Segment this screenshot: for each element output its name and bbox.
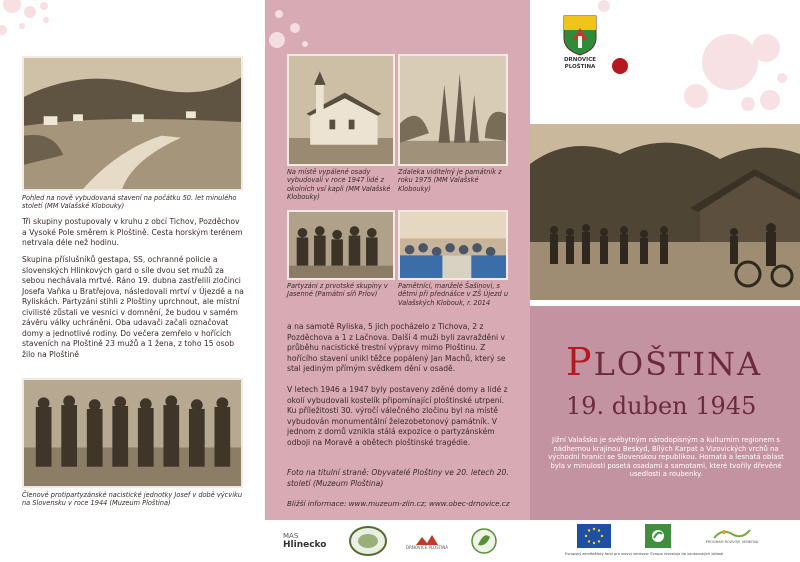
lecture-photo: [398, 210, 508, 280]
leader-logo: [645, 524, 671, 548]
program-logo: [705, 524, 759, 548]
chapel-photo: [287, 54, 395, 166]
decorative-dots: [265, 0, 530, 50]
mas-label-small: MAS: [283, 532, 299, 540]
photo-caption: Na místě vypálené osady vybudovali v roce 1947 lidé z okolních vsí kapli (MM Valašské Klobouky): [287, 168, 391, 202]
leader-icon: [650, 528, 666, 544]
photo-caption: Partyzáni z prvotské skupiny v Jasenné (Památní síň Prlov): [287, 282, 388, 299]
landscape-photo: [22, 56, 243, 191]
coat-of-arms-icon: [562, 14, 598, 56]
photo-note: Foto na titulní straně: Obyvatelé Ploštiny ve 20. letech 20. století (Muzeum Ploština): [287, 468, 509, 488]
mas-label: Hlinecko: [283, 540, 327, 550]
coat-of-arms: [558, 14, 602, 78]
coat-of-arms-label: DRNOVICE PLOŠTINA: [563, 57, 597, 70]
mas-hlinecko-logo: [283, 526, 327, 556]
partisans-photo: [287, 210, 395, 280]
photo-caption: Zdaleka viditelný je památník z roku 1975 (MM Valašské Klobouky): [398, 168, 502, 193]
program-icon: [712, 528, 752, 540]
eu-stars-icon: [582, 527, 606, 545]
leaf-icon: [470, 527, 498, 555]
drnovice-icon: [416, 535, 438, 545]
eu-flag-logo: [577, 524, 611, 548]
panel-left: [0, 0, 265, 562]
photo-caption: Pamětníci, manželé Šašinovi, s dětmi při přednášce v ZŠ Újezd u Valašských Klobouk, r. 2014: [398, 282, 509, 307]
seal-icon: [348, 525, 388, 557]
museum-seal-logo: [347, 524, 389, 558]
body-paragraph: Tři skupiny postupovaly v kruhu z obcí Tichov, Pozděchov a Vysoké Pole směrem k Ploštině. Cesta horským terénem netrvala déle než hodinu.: [22, 217, 243, 247]
drnovice-logo: [403, 530, 451, 554]
body-paragraph: V letech 1946 a 1947 byly postaveny zděné domy a lidé z okolí vybudovali kostelík připomínající ploštinské utrpení. Ku příležitosti 30. výročí válečného zločinu byl na místě vybudován monumentální železobetonový památník. V jednom z domů vznikla stálá expozice o partyzánském odboji na Moravě a obětech ploštinské tragédie.: [287, 385, 508, 447]
mas-circle-logo: [469, 526, 499, 556]
soldiers-photo: [22, 378, 243, 488]
decorative-dots: [0, 0, 265, 60]
photo-caption: Členové protipartyzánské nacistické jednotky Josef v době výcviku na Slovensku v roce 1944 (Muzeum Ploština): [22, 491, 243, 508]
drnovice-label: DRNOVICE PLOŠTINA: [406, 544, 448, 550]
panel-middle: [265, 0, 530, 562]
intro-text: Jižní Valašsko je svébytným národopisným a kulturním regionem s nádhernou krajinou Beskyd, Bílých Karpat a Vizovických vrchů na východní hranici se Slovenskou republikou. Hornatá a lesnatá oblast byla v minulosti posetá osadami a samotami, které tvořily dřevěné usedlosti a roubenky.: [548, 436, 784, 479]
body-paragraph: Skupina příslušníků gestapa, SS, ochranné policie a slovenských Hlinkových gard o síle dvou set mužů za sebou nechávala mrtvé. Ráno 19. dubna zastřelili zločinci Josefa Vaňka u Bratřejova, následovali mrtví v Újezdě a na Ryliskách. Partyzáni stihli z Ploštiny uprchnout, ale místní civilisté zůstali ve vesnici v domnění, že budou v samém závěru války uchráněni. Oba udavači začali označovat domy a jednotlivé rodiny. Do večera zemřelo v hořících staveních na Ploštině 23 mužů a 1 žena, z toho 15 osob žilo na Ploštině: [22, 255, 244, 359]
village-photo: [530, 124, 800, 300]
photo-caption: Pohled na nově vybudovaná stavení na počátku 50. let minulého století (MM Valašské Klobouky): [22, 194, 237, 211]
subtitle-date: 19. duben 1945: [566, 392, 757, 420]
more-info: Bližší informace: www.muzeum-zlin.cz; www.obec-drnovice.cz: [287, 499, 510, 508]
body-paragraph: a na samotě Ryliska, 5 jich pocházelo z Tichova, 2 z Pozděchova a 1 z Lačnova. Další 4 muži byli zavražděni v průběhu nacistické trestní výpravy mimo Ploštinu. Z hořícího stavení unikl těžce popálený Jan Machů, který se stal jediným přímým svědkem dění v osadě.: [287, 322, 506, 373]
program-label: PROGRAM ROZVOJE VENKOVA: [705, 540, 759, 544]
main-title: PLOŠTINA: [566, 340, 763, 384]
monument-photo: [398, 54, 508, 166]
eu-funding-note: Evropský zemědělský fond pro rozvoj venkova: Evropa investuje do venkovských oblastí: [565, 552, 724, 556]
footer-logos: [265, 520, 800, 562]
